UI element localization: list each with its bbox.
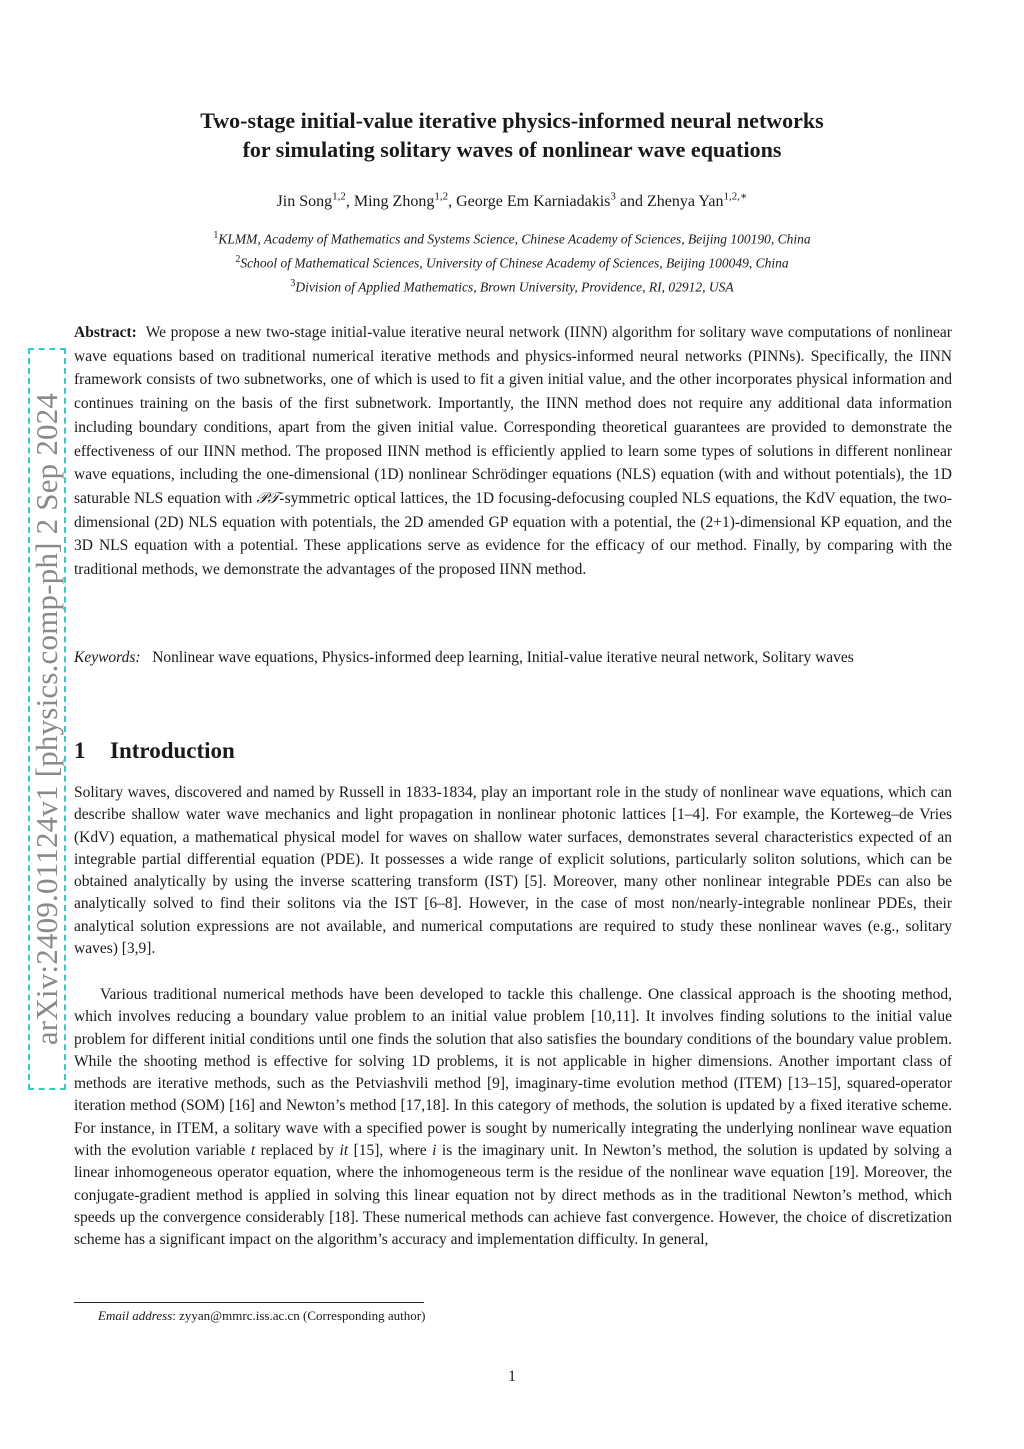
author-3 [456,193,647,210]
author-affil-marker: 1,2,∗ [723,191,748,203]
math-variable: t [250,1142,256,1160]
author-name: Zhenya Yan [647,193,724,211]
author-list [74,186,950,213]
title-line-2: for simulating solitary waves of nonlinear wave equations [242,137,782,162]
author-4 [647,193,747,210]
paragraph-text: Various traditional numerical methods have been developed to tackle this challenge. One classical approach is the shooting method, which involves reducing a boundary value problem to an initial value problem [10,11]. It involves finding solutions to the initial value problem for different initial conditions until one finds the solution that also satisfies the boundary conditions of the boundary value problem. While the shooting method is effective for solving 1D problems, it is not applicable in higher dimensions. Another important class of methods are iterative methods, such as the Petviashvili method [9], imaginary-time evolution method (ITEM) [13–15], squared-operator iteration method (SOM) [16] and Newton’s method [17,18]. In this category of methods, the solution is updated by a fixed iterative scheme. For instance, in ITEM, a solitary wave with a specified power is sought by numerically integrating the underlying nonlinear wave equation with the evolution variable [74,986,952,1160]
author-1 [277,193,354,210]
intro-paragraph-2 [74,984,952,1252]
abstract-text-1: We propose a new two-stage initial-value iterative neural network (IINN) algorithm for solitary wave computations of nonlinear wave equations based on traditional numerical iterative methods and physics-informed neural networks (PINNs). Specifically, the IINN framework consists of two subnetworks, one of which is used to fit a given initial value, and the other incorporates physical information and continues training on the basis of the first subnetwork. Importantly, the IINN method does not require any additional data information including boundary conditions, apart from the given initial value. Corresponding theoretical guarantees are provided to demonstrate the effectiveness of our IINN method. The proposed IINN method is efficiently applied to learn some types of solutions in different nonlinear wave equations, including the one-dimensional (1D) nonlinear Schrödinger equations (NLS) equation (with and without potentials), the 1D saturable NLS equation with [74,324,952,507]
author-separator: and [615,193,648,211]
affiliation-marker: 1 [213,230,219,241]
arxiv-identifier: arXiv:2409.01124v1 [physics.comp-ph] 2 Sep 2024 [28,348,66,1090]
paragraph-text: [15], where [353,1142,427,1160]
abstract-text-2: -symmetric optical lattices, the 1D focusing-defocusing coupled NLS equations, the KdV equation, the two-dimensional (2D) NLS equation with potentials, the 2D amended GP equation with a potential, the (2+1)-dimensional KP equation, and the 3D NLS equation with a potential. These applications serve as evidence for the efficacy of our method. Finally, by comparing with the traditional methods, we demonstrate the advantages of the proposed IINN method. [74,489,952,579]
author-separator: , [448,193,457,211]
keywords-label: Keywords: [74,649,141,666]
affiliation-text: KLMM, Academy of Mathematics and Systems Science, Chinese Academy of Sciences, Beijing 100190, China [218,231,811,247]
author-2 [354,193,456,210]
paper-title [74,106,950,164]
math-variable: i [432,1142,437,1160]
footnote-text: : zyyan@mmrc.iss.ac.cn (Corresponding author) [172,1308,426,1323]
abstract [74,321,952,582]
section-heading-introduction [74,736,235,766]
author-affil-marker: 1,2 [332,191,346,203]
intro-paragraph-1: Solitary waves, discovered and named by Russell in 1833-1834, play an important role in the study of nonlinear wave equations, which can describe shallow water wave mechanics and light propagation in nonlinear photonic lattices [1–4]. For example, the Korteweg–de Vries (KdV) equation, a mathematical physical model for waves on shallow water surfaces, demonstrates several characteristics expected of an integrable partial differential equation (PDE). It possesses a wide range of explicit solutions, particularly soliton solutions, which can be obtained analytically by using the inverse scattering transform (IST) [5]. Moreover, many other nonlinear integrable PDEs can also be analytically solved to find their solitons via the IST [6–8]. However, in the case of most non/nearly-integrable nonlinear PDEs, their analytical solution expressions are not available, and numerical computations are required to study these nonlinear waves (e.g., solitary waves) [3,9]. [74,784,952,958]
abstract-label: Abstract: [74,324,137,341]
author-name: Jin Song [276,193,333,211]
author-name: Ming Zhong [353,193,435,211]
keywords [74,646,952,670]
math-variable: it [339,1142,349,1160]
paragraph-text: is the imaginary unit. In Newton’s method, the solution is updated by solving a linear inhomogeneous operator equation, where the inhomogeneous term is the residue of the nonlinear wave equation [19]. Moreover, the conjugate-gradient method is applied in solving this linear equation not by direct methods as in the traditional Newton’s method, which speeds up the convergence considerably [18]. These numerical methods can achieve fast convergence. However, the choice of discretization scheme has a significant impact on the algorithm’s accuracy and implementation difficulty. In general, [74,1142,953,1249]
footnote [98,1306,425,1326]
paragraph-text: replaced by [260,1142,335,1160]
section-number: 1 [74,738,86,763]
title-line-1: Two-stage initial-value iterative physics-informed neural networks [200,108,824,133]
keywords-text: Nonlinear wave equations, Physics-informed deep learning, Initial-value iterative neural network, Solitary waves [152,649,854,666]
affiliation-marker: 2 [235,254,241,265]
affiliation-list [74,226,950,298]
affiliation-1 [74,226,950,250]
affiliation-2 [74,250,950,274]
section-title: Introduction [110,738,235,763]
affiliation-text: Division of Applied Mathematics, Brown University, Providence, RI, 02912, USA [295,279,734,295]
pt-symmetry-symbol: 𝒫𝒯 [256,489,280,507]
author-affil-marker: 3 [610,191,616,203]
author-separator: , [345,193,354,211]
affiliation-marker: 3 [290,278,296,289]
footnote-label: Email address [98,1308,173,1323]
page-number: 1 [508,1368,516,1385]
author-affil-marker: 1,2 [434,191,449,203]
footnote-rule [74,1302,424,1303]
affiliation-3 [74,274,950,298]
author-name: George Em Karniadakis [456,193,611,211]
affiliation-text: School of Mathematical Sciences, University of Chinese Academy of Sciences, Beijing 100049, China [240,255,789,271]
